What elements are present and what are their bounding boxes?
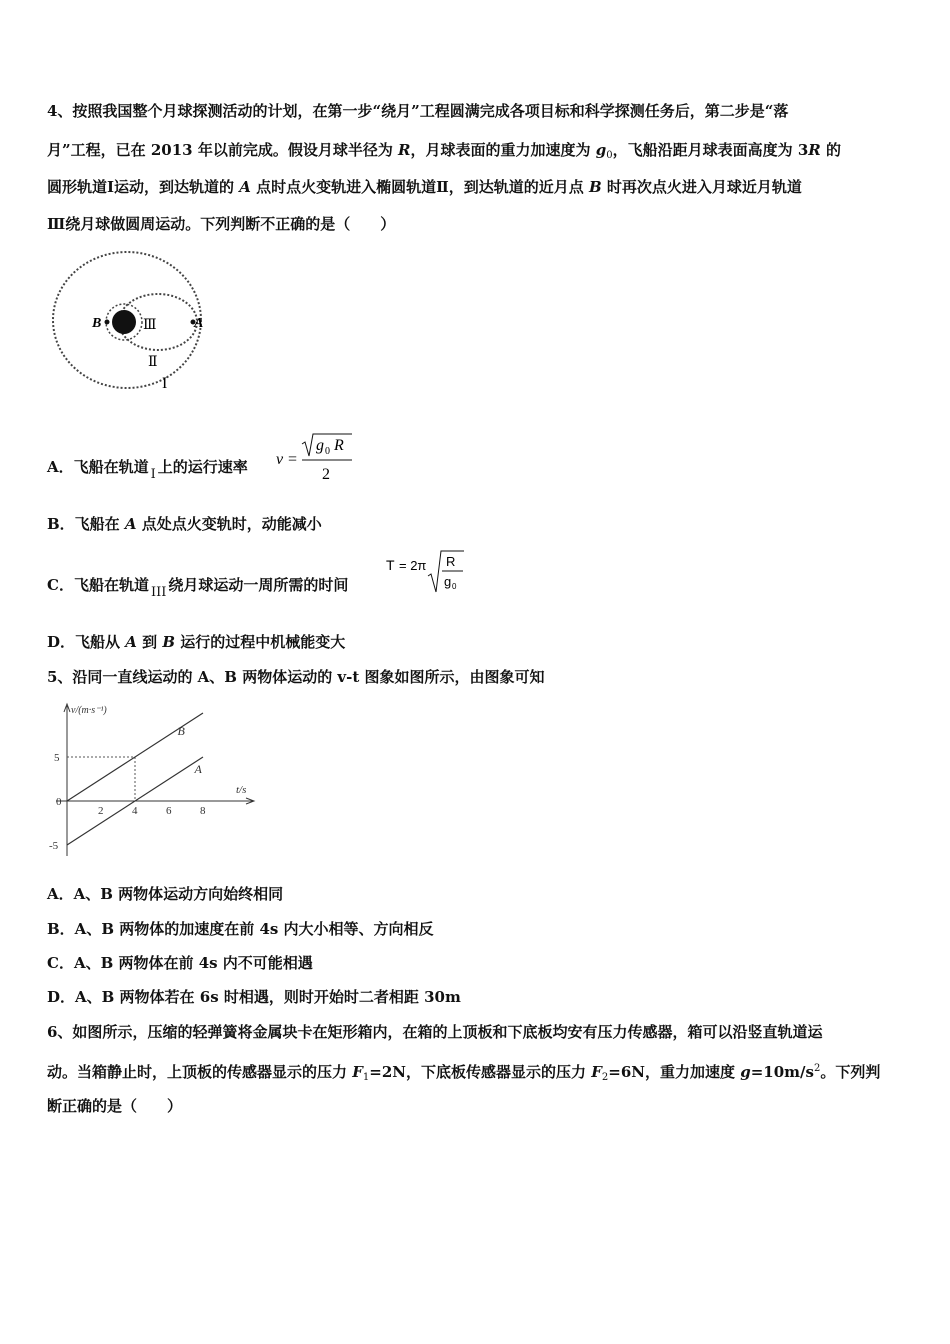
svg-text:0: 0 xyxy=(325,446,330,457)
y-axis-label: v/(m·s⁻¹) xyxy=(71,705,107,716)
q6-stem-line-1: 6、如图所示，压缩的轻弹簧将金属块卡在矩形箱内，在箱的上顶板和下底板均安有压力传感器，箱可以沿竖直轨道运 xyxy=(47,1023,823,1041)
q5-option-c: C．A、B 两物体在前 4s 内不可能相遇 xyxy=(47,954,313,972)
svg-text:2: 2 xyxy=(322,466,330,483)
vt-chart xyxy=(44,698,258,858)
formula-period xyxy=(384,548,468,596)
moon xyxy=(112,310,136,334)
series-label-A: A xyxy=(194,761,202,776)
x-tick-label-8: 8 xyxy=(200,805,206,817)
q4-option-b: B．飞船在 A 点处点火变轨时，动能减小 xyxy=(47,515,322,533)
label-II: Ⅱ xyxy=(148,354,158,370)
y-tick-label-5: 5 xyxy=(54,752,60,764)
formula-velocity xyxy=(272,430,356,484)
q4-stem-line-1: 4、按照我国整个月球探测活动的计划，在第一步“绕月”工程圆满完成各项目标和科学探测任务后，第二步是“落 xyxy=(47,102,789,120)
x-tick-label-2: 2 xyxy=(98,805,104,817)
label-III: Ⅲ xyxy=(143,317,157,333)
q4-stem-line-2: 月”工程，已在 2013 年以前完成。假设月球半径为 R，月球表面的重力加速度为 $g_0$，飞船沿距月球表面高度为 3R 的 xyxy=(47,141,841,161)
q4-option-c: C．飞船在轨道 III 绕月球运动一周所需的时间 xyxy=(47,576,349,600)
svg-text:T: T xyxy=(386,557,395,573)
svg-text:R: R xyxy=(446,554,456,569)
orbit-diagram xyxy=(50,248,230,396)
q4-option-d: D．飞船从 A 到 B 运行的过程中机械能变大 xyxy=(47,633,346,651)
q5-option-a: A．A、B 两物体运动方向始终相同 xyxy=(47,885,284,903)
q5-option-d: D．A、B 两物体若在 6s 时相遇，则时开始时二者相距 30m xyxy=(47,988,461,1006)
y-tick-label--5: -5 xyxy=(49,840,59,852)
q4-stem-line-4: Ⅲ绕月球做圆周运动。下列判断不正确的是（ ） xyxy=(47,215,396,233)
q5-stem: 5、沿同一直线运动的 A、B 两物体运动的 v-t 图象如图所示，由图象可知 xyxy=(47,668,545,686)
q4-option-a: A．飞船在轨道 I 上的运行速率 xyxy=(47,458,248,482)
q5-option-b: B．A、B 两物体的加速度在前 4s 内大小相等、方向相反 xyxy=(47,920,434,938)
svg-text:=: = xyxy=(288,451,298,468)
label-B: B xyxy=(92,316,102,331)
svg-text:g: g xyxy=(444,574,452,589)
svg-text:0: 0 xyxy=(452,582,457,591)
q4-stem-line-3: 圆形轨道Ⅰ运动，到达轨道的 A 点时点火变轨进入椭圆轨道Ⅱ，到达轨道的近月点 B 时再次点火进入月球近月轨道 xyxy=(47,178,802,196)
series-label-B: B xyxy=(177,724,185,738)
y-tick-label-0: 0 xyxy=(56,796,62,808)
x-axis-label: t/s xyxy=(236,784,247,796)
q6-stem-line-3: 断正确的是（ ） xyxy=(47,1097,183,1115)
point-B-dot xyxy=(105,320,110,325)
q6-stem-line-2: 动。当箱静止时，上顶板的传感器显示的压力 $F_1=2N$，下底板传感器显示的压力 $F_2=6N$，重力加速度 $g=10m/s^2$。下列判 xyxy=(47,1063,881,1083)
svg-text:R: R xyxy=(334,437,344,454)
x-tick-label-6: 6 xyxy=(166,805,172,817)
svg-text:g: g xyxy=(316,437,324,454)
svg-text:= 2π: = 2π xyxy=(399,558,427,573)
label-A: A xyxy=(194,316,204,331)
svg-text:v: v xyxy=(276,451,284,468)
x-tick-label-4: 4 xyxy=(132,805,138,817)
label-I: I xyxy=(162,375,168,392)
